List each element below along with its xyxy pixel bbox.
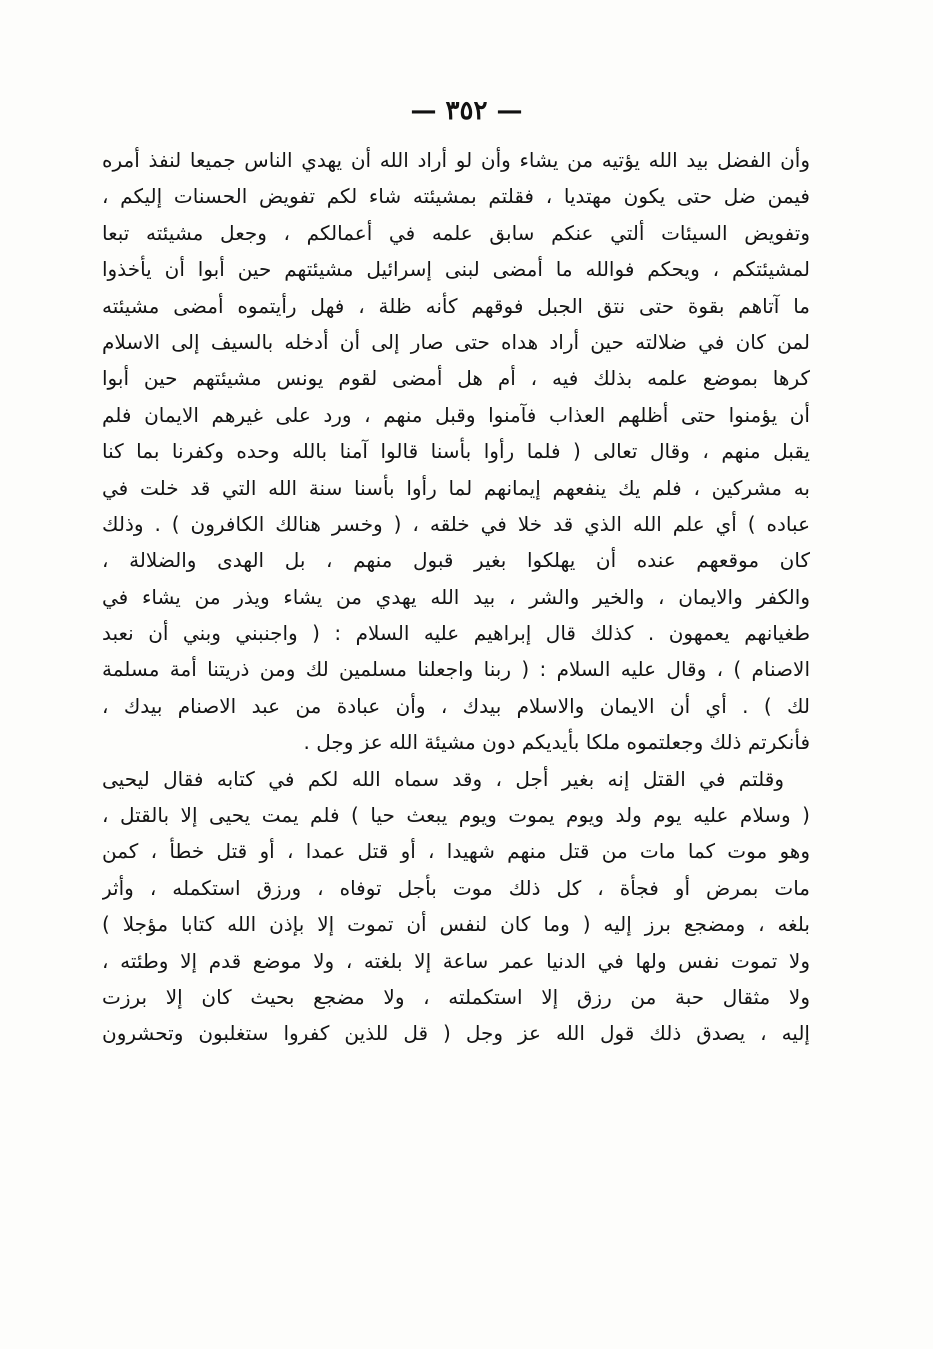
text-line: لك ) . أي أن الايمان والاسلام بيدك ، وأن عبادة من عبد الاصنام بيدك ، (102, 693, 810, 718)
text-line: إليه ، يصدق ذلك قول الله عز وجل ( قل للذين كفروا ستغلبون وتحشرون (102, 1021, 810, 1046)
text-line: وأن الفضل بيد الله يؤتيه من يشاء وأن لو أراد الله أن يهدي الناس جميعا لنفذ أمره (102, 148, 810, 172)
text-line: عباده ) أي علم الله الذي قد خلا في خلقه ، ( وخسر هنالك الكافرون ) . وذلك (102, 511, 810, 536)
text-line: ولا مثقال حبة من رزق إلا استكملته ، ولا مضجع بحيث كان إلا برزت (102, 984, 810, 1009)
text-line: كان موقعهم عنده أن يهلكوا بغير قبول منهم ، بل الهدى والضلالة ، (102, 548, 810, 573)
text-line: والكفر والايمان ، والخير والشر ، بيد الله يهدي من يشاء ويذر من يشاء في (102, 584, 810, 609)
text-line: فيمن ضل حتى يكون مهتديا ، فقلتم بمشيئته شاء لكم تفويض الحسنات إليكم ، (102, 184, 810, 209)
text-line: وتفويض السيئات ألتي عنكم سابق علمه في أعمالكم ، وجعل مشيئته تبعا (102, 220, 810, 245)
text-line: أن يؤمنوا حتى أظلهم العذاب فآمنوا وقبل منهم ، ورد على غيرهم الايمان فلم (102, 402, 810, 427)
text-line: لمشيئتكم ، ويحكم فوالله ما أمضى لبنى إسرائيل مشيئتهم حين أبوا أن يأخذوا (102, 257, 810, 282)
text-line: ما آتاهم بقوة حتى نتق الجبل فوقهم كأنه ظلة ، فهل رأيتموه أمضى مشيئته (102, 293, 810, 318)
body-text (102, 142, 810, 1052)
page-number: — ٣٥٢ — (410, 96, 523, 126)
text-line: لمن كان في ضلالته حين أراد هداه حتى صار إلى أن أدخله بالسيف إلى الاسلام (102, 329, 810, 354)
text-line: به مشركين ، فلم يك ينفعهم إيمانهم لما رأوا بأسنا سنة الله التي قد خلت في (102, 475, 810, 500)
text-line: وهو موت كما مات من قتل منهم شهيدا ، أو قتل عمدا ، أو قتل خطأ ، كمن (102, 839, 810, 864)
text-line: ( وسلام عليه يوم ولد ويوم يموت ويوم يبعث حيا ) فلم يمت يحيى إلا بالقتل ، (102, 803, 810, 828)
paragraph-start-line: وقلتم في القتل إنه بغير أجل ، وقد سماه الله لكم في كتابه فقال ليحيى (102, 766, 784, 791)
text-line: الاصنام ) ، وقال عليه السلام : ( ربنا واجعلنا مسلمين لك ومن ذريتنا أمة مسلمة (102, 657, 810, 682)
text-line: ولا تموت نفس ولها في الدنيا عمر ساعة إلا بلغته ، ولا موضع قدم إلا وطئته ، (102, 948, 810, 973)
paragraph-end-line: فأنكرتم ذلك وجعلتموه ملكا بأيديكم دون مشيئة الله عز وجل . (303, 730, 810, 755)
text-line: مات بمرض أو فجأة ، كل ذلك موت بأجل توفاه ، ورزق استكمله ، وأثر (102, 875, 810, 900)
text-line: بلغه ، ومضجع برز إليه ( وما كان لنفس أن تموت إلا بإذن الله كتابا مؤجلا ) (102, 912, 810, 937)
text-line: كرها بموضع علمه بذلك فيه ، أم هل أمضى لقوم يونس مشيئتهم حين أبوا (102, 366, 810, 391)
text-line: طغيانهم يعمهون . كذلك قال إبراهيم عليه السلام : ( واجنبني وبني أن نعبد (102, 621, 810, 646)
text-line: يقبل منهم ، وقال تعالى ( فلما رأوا بأسنا قالوا آمنا بالله وحده وكفرنا بما كنا (102, 439, 810, 464)
